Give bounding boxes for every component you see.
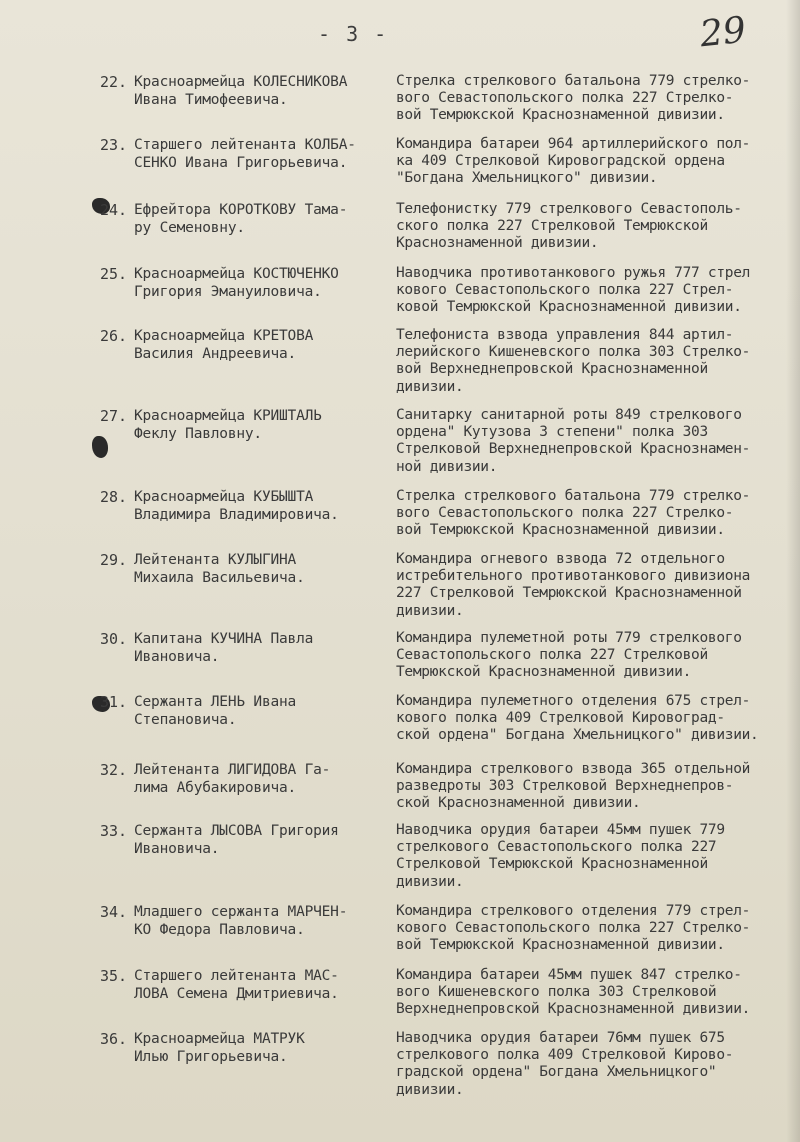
entry-number: 30. <box>100 630 128 648</box>
entry-position-description: Командира огневого взвода 72 отдельного истребительного противотанкового дивизиона 227 Стрелковой Темрюкской Краснознаменной дивизии. <box>396 551 751 619</box>
entry-position-description: Стрелка стрелкового батальона 779 стрелко- вого Севастопольского полка 227 Стрелко- вой Темрюкской Краснознаменной дивизии. <box>396 488 751 539</box>
entry-position-description: Командира стрелкового отделения 779 стрел- кового Севастопольского полка 227 Стрелко- вой Темрюкской Краснознаменной дивизии. <box>396 903 751 954</box>
ink-blot <box>92 436 108 458</box>
entry-position-description: Наводчика противотанкового ружья 777 стрел кового Севастопольского полка 227 Стрел- ковой Темрюкской Краснознаменной дивизии. <box>396 265 751 316</box>
entry-person-name: Старшего лейтенанта МАС- ЛОВА Семена Дмитриевича. <box>134 968 339 1002</box>
entry-number: 28. <box>100 488 128 506</box>
entry-person-name: Ефрейтора КОРОТКОВУ Тама- ру Семеновну. <box>134 202 348 236</box>
entry-number: 35. <box>100 967 128 985</box>
entry-position-description: Командира батареи 45мм пушек 847 стрелко- вого Кишеневского полка 303 Стрелковой Верхнеднепровской Краснознаменной дивизии. <box>396 967 751 1018</box>
entry-person-name: Красноармейца КОСТЮЧЕНКО Григория Эмануиловича. <box>134 266 339 300</box>
entry-position-description: Телефониста взвода управления 844 артил- лерийского Кишеневского полка 303 Стрелко- вой Верхнеднепровской Краснознаменной дивизии. <box>396 327 751 395</box>
entry-number: 33. <box>100 822 128 840</box>
entry-number: 22. <box>100 73 128 91</box>
entry-number: 32. <box>100 761 128 779</box>
entry-position-description: Командира стрелкового взвода 365 отдельной разведроты 303 Стрелковой Верхнеднепров- ской Краснознаменной дивизии. <box>396 761 751 812</box>
entry-person-name: Младшего сержанта МАРЧЕН- КО Федора Павловича. <box>134 904 348 938</box>
entry-person-name: Сержанта ЛЫСОВА Григория Ивановича. <box>134 823 339 857</box>
entry-person-name: Сержанта ЛЕНЬ Ивана Степановича. <box>134 694 297 728</box>
entry-person-name: Капитана КУЧИНА Павла Ивановича. <box>134 631 314 665</box>
entry-position-description: Наводчика орудия батареи 76мм пушек 675 стрелкового полка 409 Стрелковой Кирово- градской ордена" Богдана Хмельницкого" дивизии. <box>396 1030 734 1098</box>
entry-number: 31. <box>100 693 128 711</box>
entry-person-name: Старшего лейтенанта КОЛБА- СЕНКО Ивана Григорьевича. <box>134 137 356 171</box>
entry-number: 24. <box>100 201 128 219</box>
entry-person-name: Красноармейца КРЕТОВА Василия Андреевича. <box>134 328 314 362</box>
handwritten-page-number: 29 <box>697 9 748 56</box>
entry-number: 26. <box>100 327 128 345</box>
entry-position-description: Командира пулеметного отделения 675 стрел- кового полка 409 Стрелковой Кировоград- ской ордена" Богдана Хмельницкого" дивизии. <box>396 693 759 744</box>
entry-person-name: Красноармейца МАТРУК Илью Григорьевича. <box>134 1031 305 1065</box>
entry-position-description: Стрелка стрелкового батальона 779 стрелко- вого Севастопольского полка 227 Стрелко- вой Темрюкской Краснознаменной дивизии. <box>396 73 751 124</box>
entry-number: 34. <box>100 903 128 921</box>
entry-number: 25. <box>100 265 128 283</box>
entry-person-name: Красноармейца КРИШТАЛЬ Феклу Павловну. <box>134 408 322 442</box>
page-number: - 3 - <box>318 22 389 46</box>
entry-number: 29. <box>100 551 128 569</box>
entry-position-description: Командира батареи 964 артиллерийского пол- ка 409 Стрелковой Кировоградской ордена "Богдана Хмельницкого" дивизии. <box>396 136 751 187</box>
entry-position-description: Наводчика орудия батареи 45мм пушек 779 стрелкового Севастопольского полка 227 Стрелковой Темрюкской Краснознаменной дивизии. <box>396 822 725 890</box>
entry-person-name: Лейтенанта КУЛЫГИНА Михаила Васильевича. <box>134 552 305 586</box>
entry-position-description: Телефонистку 779 стрелкового Севастополь- ского полка 227 Стрелковой Темрюкской Краснознаменной дивизии. <box>396 201 742 252</box>
entry-person-name: Красноармейца КОЛЕСНИКОВА Ивана Тимофеевича. <box>134 74 348 108</box>
entry-number: 27. <box>100 407 128 425</box>
entry-position-description: Командира пулеметной роты 779 стрелкового Севастопольского полка 227 Стрелковой Темрюкской Краснознаменной дивизии. <box>396 630 742 681</box>
entry-number: 23. <box>100 136 128 154</box>
entry-number: 36. <box>100 1030 128 1048</box>
entry-person-name: Лейтенанта ЛИГИДОВА Га- лима Абубакировича. <box>134 762 331 796</box>
entry-person-name: Красноармейца КУБЫШТА Владимира Владимировича. <box>134 489 339 523</box>
entry-position-description: Санитарку санитарной роты 849 стрелкового ордена" Кутузова 3 степени" полка 303 Стрелковой Верхнеднепровской Краснознамен- ной дивизии. <box>396 407 751 475</box>
